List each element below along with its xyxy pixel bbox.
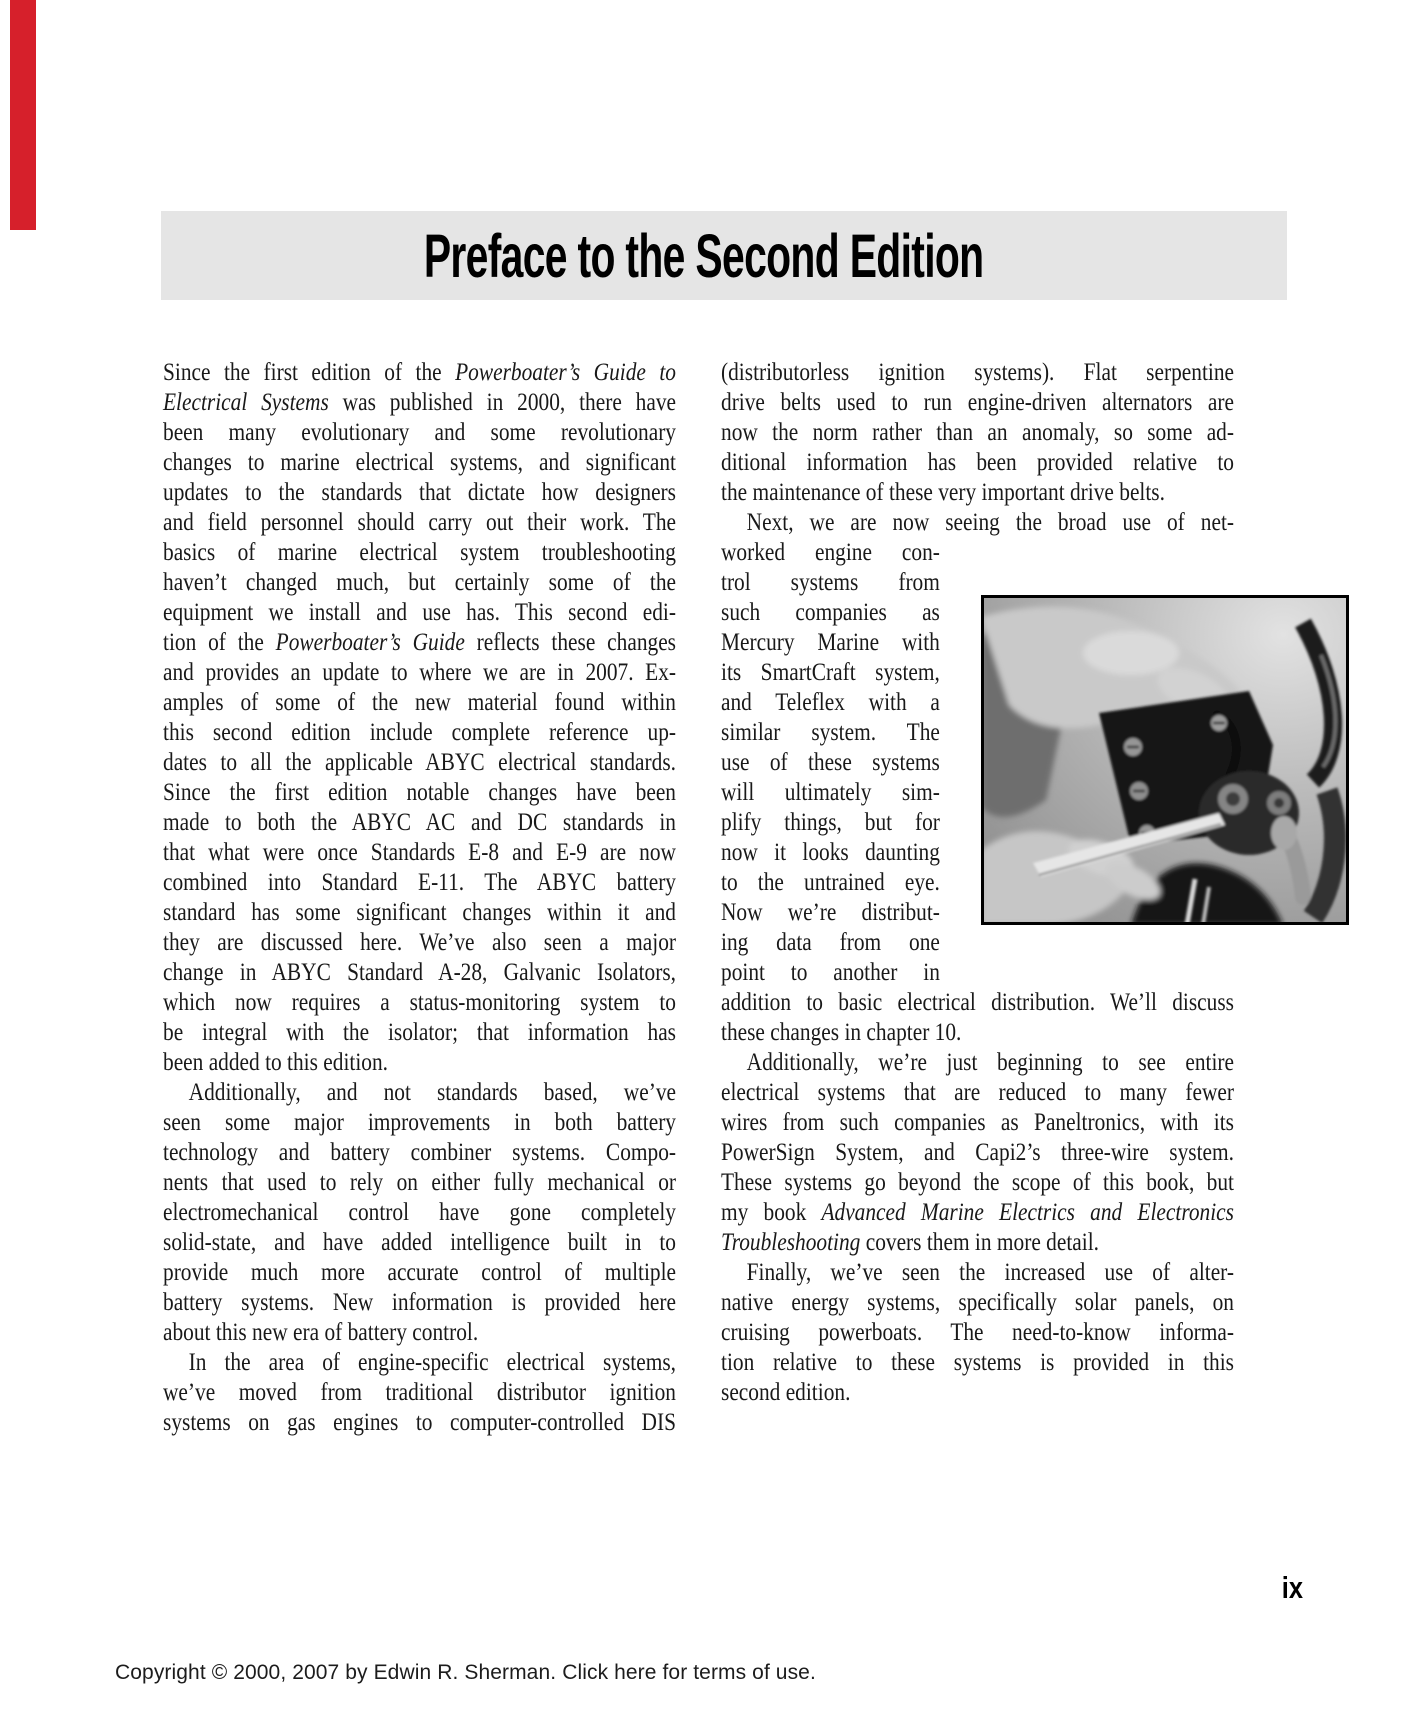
text-line: combined into Standard E-11. The ABYC battery [163,869,676,896]
page-title: Preface to the Second Edition [424,221,984,290]
text-line: and Teleflex with a [721,689,940,716]
text-line: be integral with the isolator; that information has [163,1019,676,1046]
text-line: (distributorless ignition systems). Flat serpentine [721,359,1234,386]
text-line: haven’t changed much, but certainly some of the [163,569,676,596]
text-line: made to both the ABYC AC and DC standards in [163,809,676,836]
text-line: battery systems. New information is provided here [163,1289,676,1316]
text-line: tion of the Powerboater’s Guide reflects these changes [163,629,676,656]
left-text-column [163,358,676,1438]
text-line: worked engine con- [721,539,940,566]
text-line: which now requires a status-monitoring system to [163,989,676,1016]
text-line: its SmartCraft system, [721,659,940,686]
text-line: Additionally, we’re just beginning to see entire [746,1049,1234,1076]
paragraph [163,358,676,1078]
text-line: technology and battery combiner systems. Compo- [163,1139,676,1166]
title-banner [161,211,1287,300]
text-line: such companies as [721,599,940,626]
text-line: These systems go beyond the scope of this book, but [721,1169,1234,1196]
text-line: ing data from one [721,929,940,956]
paragraph [721,358,1234,508]
text-line: tion relative to these systems is provided in this [721,1349,1234,1376]
right-text-column-top [721,358,1234,538]
text-line: basics of marine electrical system troubleshooting [163,539,676,566]
text-line: equipment we install and use has. This second edi- [163,599,676,626]
text-line: plify things, but for [721,809,940,836]
text-line: addition to basic electrical distribution. We’ll discuss [721,989,1234,1016]
text-line: Since the first edition notable changes have been [163,779,676,806]
text-line: systems on gas engines to computer-controlled DIS [163,1409,676,1436]
paragraph [721,538,940,988]
text-line: Now we’re distribut- [721,899,940,926]
text-line: use of these systems [721,749,940,776]
text-line: provide much more accurate control of multiple [163,1259,676,1286]
text-line: standard has some significant changes within it and [163,899,676,926]
text-line: wires from such companies as Paneltronics, with its [721,1109,1234,1136]
text-line: Mercury Marine with [721,629,940,656]
text-line: updates to the standards that dictate how designers [163,479,676,506]
text-line: about this new era of battery control. [163,1319,479,1346]
text-line: seen some major improvements in both battery [163,1109,676,1136]
paragraph [163,1078,676,1348]
text-line: my book Advanced Marine Electrics and Electronics [721,1199,1234,1226]
text-line: change in ABYC Standard A-28, Galvanic Isolators, [163,959,676,986]
text-line: now it looks daunting [721,839,940,866]
text-line: trol systems from [721,569,940,596]
text-line: changes to marine electrical systems, and significant [163,449,676,476]
page-number: ix [1281,1570,1303,1605]
copyright-line [115,1661,816,1685]
text-line: native energy systems, specifically solar panels, on [721,1289,1234,1316]
text-line: Since the first edition of the Powerboater’s Guide to [163,359,676,386]
text-line: amples of some of the new material found within [163,689,676,716]
terms-of-use-link[interactable]: Click here for terms of use. [562,1661,816,1684]
paragraph [721,1258,1234,1408]
text-line: this second edition include complete reference up- [163,719,676,746]
text-line: now the norm rather than an anomaly, so some ad- [721,419,1234,446]
text-line: Next, we are now seeing the broad use of net- [746,509,1234,536]
text-line: drive belts used to run engine-driven alternators are [721,389,1234,416]
text-line: they are discussed here. We’ve also seen a major [163,929,676,956]
text-line: we’ve moved from traditional distributor ignition [163,1379,676,1406]
text-line: dates to all the applicable ABYC electrical standards. [163,749,676,776]
engine-repair-photo [981,595,1349,925]
text-line: been many evolutionary and some revolutionary [163,419,676,446]
text-line: In the area of engine-specific electrical systems, [188,1349,676,1376]
text-line: similar system. The [721,719,940,746]
text-line: second edition. [721,1379,851,1406]
text-line: solid-state, and have added intelligence built in to [163,1229,676,1256]
copyright-text: Copyright © 2000, 2007 by Edwin R. Sherman. [115,1661,557,1684]
text-line: and field personnel should carry out their work. The [163,509,676,536]
right-text-column-bottom [721,988,1234,1408]
text-line: ditional information has been provided relative to [721,449,1234,476]
text-line: the maintenance of these very important drive belts. [721,479,1165,506]
text-line: will ultimately sim- [721,779,940,806]
paragraph [721,1048,1234,1258]
text-line: Finally, we’ve seen the increased use of alter- [746,1259,1234,1286]
text-line: that what were once Standards E-8 and E-9 are now [163,839,676,866]
text-line: point to another in [721,959,940,986]
text-line: electromechanical control have gone completely [163,1199,676,1226]
text-line: Troubleshooting covers them in more detail. [721,1229,1099,1256]
text-line: electrical systems that are reduced to many fewer [721,1079,1234,1106]
text-line: Additionally, and not standards based, we’ve [188,1079,676,1106]
text-line: PowerSign System, and Capi2’s three-wire system. [721,1139,1234,1166]
text-line: and provides an update to where we are in 2007. Ex- [163,659,676,686]
paragraph [721,508,1234,538]
text-line: these changes in chapter 10. [721,1019,962,1046]
text-line: nents that used to rely on either fully mechanical or [163,1169,676,1196]
paragraph [163,1348,676,1438]
red-bookmark-bar [10,0,36,230]
text-line: to the untrained eye. [721,869,940,896]
text-line: been added to this edition. [163,1049,388,1076]
text-line: Electrical Systems was published in 2000, there have [163,389,676,416]
right-text-column-wrap [721,538,940,988]
paragraph [721,988,1234,1048]
text-line: cruising powerboats. The need-to-know informa- [721,1319,1234,1346]
